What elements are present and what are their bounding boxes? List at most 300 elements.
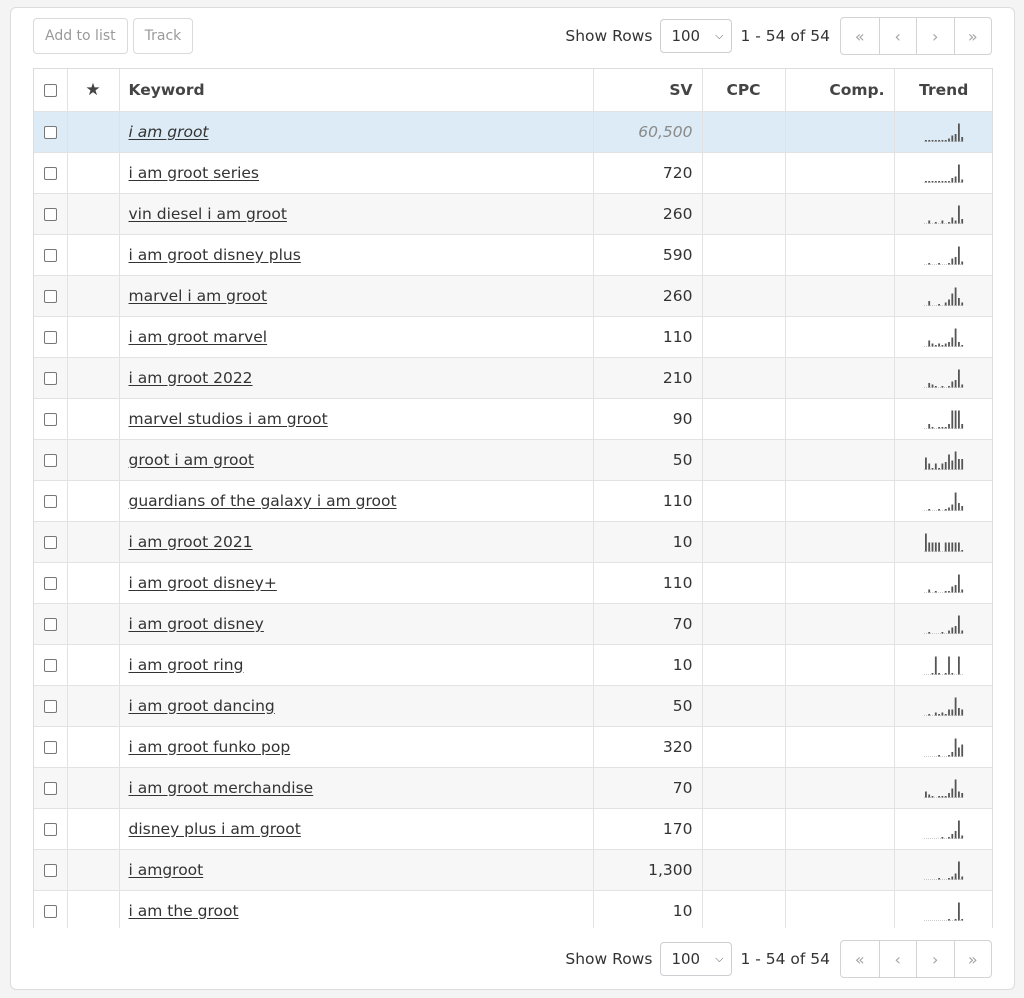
chevron-down-icon: ⌵	[715, 952, 724, 965]
next-page-icon[interactable]: ›	[916, 18, 954, 54]
keyword-header[interactable]: Keyword	[119, 69, 593, 111]
trend-bar	[931, 468, 933, 470]
table-row[interactable]	[34, 890, 993, 928]
last-page-icon[interactable]: »	[954, 941, 992, 977]
keyword-link[interactable]: groot i am groot	[128, 450, 255, 469]
keyword-link[interactable]: i am groot dancing	[128, 696, 275, 715]
row-select-cell	[34, 562, 67, 603]
sv-cell: 720	[593, 152, 702, 193]
trend-bar	[925, 533, 927, 551]
trend-bar	[928, 220, 930, 223]
row-select-cell	[34, 603, 67, 644]
trend-bar	[931, 140, 933, 142]
row-select-cell	[34, 357, 67, 398]
keyword-cell	[119, 193, 593, 234]
trend-bar	[948, 709, 950, 715]
sv-cell: 260	[593, 193, 702, 234]
row-star-cell[interactable]	[67, 808, 119, 849]
trend-sparkline	[924, 409, 964, 429]
keyword-link[interactable]: i am groot 2022	[128, 368, 253, 387]
row-select-cell	[34, 193, 67, 234]
row-select-cell	[34, 685, 67, 726]
rows-per-page-select[interactable]	[660, 19, 732, 53]
trend-cell	[894, 398, 993, 439]
row-select-cell	[34, 808, 67, 849]
table-row[interactable]	[34, 275, 993, 316]
trend-bar	[958, 503, 960, 511]
trend-bar	[945, 140, 947, 142]
cpc-cell	[702, 562, 785, 603]
trend-bar	[935, 386, 937, 388]
last-page-icon[interactable]: »	[954, 18, 992, 54]
row-select-cell	[34, 767, 67, 808]
top-toolbar	[33, 18, 198, 54]
trend-bar	[938, 796, 940, 798]
table-row[interactable]	[34, 398, 993, 439]
trend-cell	[894, 234, 993, 275]
row-checkbox[interactable]	[44, 290, 57, 303]
cpc-cell	[702, 808, 785, 849]
next-page-icon[interactable]: ›	[916, 941, 954, 977]
keyword-link[interactable]: i am groot 2021	[128, 532, 253, 551]
trend-bar	[954, 779, 956, 797]
trend-bar	[938, 427, 940, 429]
keyword-cell	[119, 849, 593, 890]
keyword-link[interactable]: vin diesel i am groot	[128, 204, 287, 223]
row-checkbox[interactable]	[44, 905, 57, 918]
trend-bar	[941, 220, 943, 223]
pagination-range: 1 - 54 of 54	[740, 27, 830, 45]
row-checkbox[interactable]	[44, 864, 57, 877]
trend-bar	[958, 708, 960, 716]
keyword-link[interactable]: disney plus i am groot	[128, 819, 301, 838]
row-star-cell[interactable]	[67, 767, 119, 808]
trend-bar	[938, 304, 940, 306]
sv-cell: 110	[593, 480, 702, 521]
sv-cell: 70	[593, 603, 702, 644]
trend-bar	[958, 574, 960, 592]
trend-bar	[951, 876, 953, 879]
trend-bar	[961, 835, 963, 838]
row-select-cell	[34, 439, 67, 480]
trend-sparkline	[924, 819, 964, 839]
trend-bar	[948, 630, 950, 633]
table-row[interactable]	[34, 726, 993, 767]
trend-bar	[931, 542, 933, 551]
trend-bar	[948, 342, 950, 347]
trend-bar	[945, 302, 947, 305]
row-star-cell[interactable]	[67, 603, 119, 644]
row-checkbox[interactable]	[44, 372, 57, 385]
keyword-cell	[119, 398, 593, 439]
keyword-cell	[119, 521, 593, 562]
trend-bar	[948, 181, 950, 183]
comp-cell	[785, 398, 894, 439]
row-select-cell	[34, 521, 67, 562]
trend-bar	[948, 878, 950, 880]
trend-bar	[945, 542, 947, 551]
trend-bar	[958, 656, 960, 674]
row-checkbox[interactable]	[44, 167, 57, 180]
trend-bar	[961, 345, 963, 347]
trend-bar	[941, 837, 943, 839]
row-star-cell[interactable]	[67, 439, 119, 480]
sv-cell: 210	[593, 357, 702, 398]
trend-bar	[951, 834, 953, 839]
trend-bar	[958, 342, 960, 347]
keyword-table-wrap[interactable]	[33, 68, 993, 928]
row-star-cell[interactable]	[67, 890, 119, 928]
trend-bar	[954, 919, 956, 921]
trend-sparkline	[924, 901, 964, 921]
row-star-cell[interactable]	[67, 316, 119, 357]
trend-sparkline	[924, 573, 964, 593]
trend-bar	[961, 550, 963, 552]
trend-bar	[938, 714, 940, 716]
row-checkbox[interactable]	[44, 618, 57, 631]
cpc-cell	[702, 890, 785, 928]
trend-bar	[935, 181, 937, 183]
trend-sparkline	[924, 450, 964, 470]
comp-cell	[785, 849, 894, 890]
trend-sparkline	[924, 327, 964, 347]
trend-bar	[948, 299, 950, 305]
trend-bar	[931, 384, 933, 387]
trend-bar	[931, 181, 933, 183]
comp-cell	[785, 234, 894, 275]
trend-bar	[951, 673, 953, 675]
trend-bar	[938, 755, 940, 757]
trend-bar	[941, 632, 943, 634]
trend-bar	[948, 454, 950, 469]
table-row[interactable]	[34, 193, 993, 234]
row-star-cell[interactable]	[67, 398, 119, 439]
cpc-cell	[702, 767, 785, 808]
trend-bar	[958, 246, 960, 264]
table-row[interactable]	[34, 480, 993, 521]
keyword-table	[34, 69, 993, 928]
trend-bar	[928, 424, 930, 429]
comp-cell	[785, 521, 894, 562]
trend-bar	[961, 709, 963, 715]
keyword-link[interactable]: marvel i am groot	[128, 286, 268, 305]
comp-header[interactable]: Comp.	[785, 69, 894, 111]
row-checkbox[interactable]	[44, 126, 57, 139]
trend-bar	[951, 709, 953, 715]
row-checkbox[interactable]	[44, 413, 57, 426]
row-star-cell[interactable]	[67, 521, 119, 562]
prev-page-icon[interactable]: ‹	[879, 18, 917, 54]
trend-bar	[958, 123, 960, 141]
trend-bar	[951, 752, 953, 757]
trend-bar	[935, 656, 937, 674]
keyword-cell	[119, 562, 593, 603]
keyword-cell	[119, 726, 593, 767]
trend-bar	[925, 457, 927, 469]
keyword-link[interactable]: marvel studios i am groot	[128, 409, 328, 428]
keyword-link[interactable]: i am groot marvel	[128, 327, 268, 346]
comp-cell	[785, 275, 894, 316]
keyword-cell	[119, 685, 593, 726]
trend-bar	[948, 263, 950, 265]
add-to-list-button[interactable]: Add to list	[33, 18, 128, 54]
trend-bar	[954, 257, 956, 265]
trend-bar	[954, 738, 956, 756]
table-row[interactable]	[34, 111, 993, 152]
trend-bar	[948, 138, 950, 141]
trend-bar	[935, 222, 937, 224]
row-star-cell[interactable]	[67, 275, 119, 316]
comp-cell	[785, 767, 894, 808]
comp-cell	[785, 890, 894, 928]
table-row[interactable]	[34, 644, 993, 685]
trend-cell	[894, 849, 993, 890]
keyword-cell	[119, 357, 593, 398]
keyword-cell	[119, 111, 593, 152]
keyword-link[interactable]: i am groot ring	[128, 655, 244, 674]
trend-bar	[941, 386, 943, 388]
row-checkbox[interactable]	[44, 741, 57, 754]
trend-bar	[961, 219, 963, 224]
cpc-cell	[702, 398, 785, 439]
row-checkbox[interactable]	[44, 208, 57, 221]
trend-bar	[938, 263, 940, 265]
trend-bar	[961, 424, 963, 429]
trend-bar	[925, 181, 927, 183]
trend-bar	[961, 506, 963, 511]
trend-bar	[954, 585, 956, 593]
trend-bar	[941, 712, 943, 715]
keyword-link[interactable]: i am groot funko pop	[128, 737, 291, 756]
trend-bar	[961, 179, 963, 182]
row-checkbox[interactable]	[44, 659, 57, 672]
sv-header[interactable]: SV	[593, 69, 702, 111]
row-star-cell[interactable]	[67, 480, 119, 521]
cpc-cell	[702, 726, 785, 767]
trend-bar	[954, 626, 956, 634]
row-select-cell	[34, 890, 67, 928]
table-header-row	[34, 69, 993, 111]
row-star-cell[interactable]	[67, 726, 119, 767]
row-star-cell[interactable]	[67, 152, 119, 193]
row-select-cell	[34, 644, 67, 685]
first-page-icon[interactable]: «	[854, 26, 865, 46]
trend-sparkline	[924, 491, 964, 511]
cpc-cell	[702, 234, 785, 275]
comp-cell	[785, 193, 894, 234]
trend-bar	[945, 509, 947, 511]
row-star-cell[interactable]	[67, 193, 119, 234]
keyword-link[interactable]: i am the groot	[128, 901, 239, 920]
row-checkbox[interactable]	[44, 249, 57, 262]
table-row[interactable]	[34, 234, 993, 275]
keyword-link[interactable]: i am groot disney+	[128, 573, 277, 592]
trend-bar	[945, 591, 947, 593]
row-star-cell[interactable]	[67, 644, 119, 685]
trend-bar	[958, 542, 960, 551]
trend-sparkline	[924, 286, 964, 306]
trend-bar	[948, 656, 950, 674]
keyword-link[interactable]: i am groot merchandise	[128, 778, 314, 797]
trend-bar	[941, 140, 943, 142]
keyword-cell	[119, 152, 593, 193]
sv-cell: 260	[593, 275, 702, 316]
table-row[interactable]	[34, 808, 993, 849]
sv-cell: 70	[593, 767, 702, 808]
table-row[interactable]	[34, 603, 993, 644]
cpc-cell	[702, 439, 785, 480]
trend-bar	[928, 140, 930, 142]
table-row[interactable]	[34, 685, 993, 726]
trend-cell	[894, 275, 993, 316]
row-checkbox[interactable]	[44, 536, 57, 549]
trend-bar	[928, 632, 930, 634]
comp-cell	[785, 603, 894, 644]
table-row[interactable]	[34, 357, 993, 398]
keyword-link[interactable]: guardians of the galaxy i am groot	[128, 491, 397, 510]
trend-bar	[935, 345, 937, 347]
row-star-cell[interactable]	[67, 849, 119, 890]
trend-bar	[931, 796, 933, 798]
row-checkbox[interactable]	[44, 454, 57, 467]
sv-cell: 110	[593, 316, 702, 357]
trend-bar	[928, 542, 930, 551]
trend-bar	[925, 140, 927, 142]
trend-sparkline	[924, 737, 964, 757]
trend-bar	[958, 861, 960, 879]
cpc-cell	[702, 152, 785, 193]
trend-cell	[894, 521, 993, 562]
trend-sparkline	[924, 245, 964, 265]
trend-cell	[894, 193, 993, 234]
trend-bar	[958, 369, 960, 387]
trend-bar	[938, 878, 940, 880]
comp-cell	[785, 111, 894, 152]
table-row[interactable]	[34, 767, 993, 808]
keyword-cell	[119, 480, 593, 521]
row-select-cell	[34, 234, 67, 275]
trend-bar	[941, 796, 943, 798]
row-select-cell	[34, 849, 67, 890]
rows-per-page-select[interactable]	[660, 942, 732, 976]
trend-sparkline	[924, 614, 964, 634]
table-row[interactable]	[34, 152, 993, 193]
trend-sparkline	[924, 778, 964, 798]
trend-bar	[951, 504, 953, 510]
trend-sparkline	[924, 204, 964, 224]
keyword-link[interactable]: i am groot disney	[128, 614, 264, 633]
trend-bar	[951, 178, 953, 183]
trend-cell	[894, 808, 993, 849]
trend-bar	[951, 293, 953, 305]
cpc-cell	[702, 357, 785, 398]
table-row[interactable]	[34, 521, 993, 562]
table-row[interactable]	[34, 316, 993, 357]
trend-bar	[958, 164, 960, 182]
trend-bar	[958, 205, 960, 223]
trend-bar	[945, 427, 947, 429]
row-checkbox[interactable]	[44, 577, 57, 590]
table-row[interactable]	[34, 849, 993, 890]
row-star-cell[interactable]	[67, 234, 119, 275]
trend-bar	[958, 820, 960, 838]
rows-per-page-value: 100	[671, 950, 701, 968]
keyword-link[interactable]: i am groot series	[128, 163, 260, 182]
table-row[interactable]	[34, 439, 993, 480]
keyword-link[interactable]: i am groot	[128, 122, 209, 141]
trend-bar	[958, 298, 960, 306]
row-select-cell	[34, 480, 67, 521]
trend-bar	[948, 542, 950, 551]
trend-sparkline	[924, 655, 964, 675]
top-pager	[565, 18, 992, 54]
cpc-header[interactable]: CPC	[702, 69, 785, 111]
trend-bar	[951, 258, 953, 264]
comp-cell	[785, 644, 894, 685]
trend-bar	[928, 181, 930, 183]
table-row[interactable]	[34, 562, 993, 603]
cpc-cell	[702, 644, 785, 685]
trend-bar	[931, 343, 933, 346]
row-checkbox[interactable]	[44, 782, 57, 795]
trend-bar	[961, 137, 963, 142]
trend-bar	[961, 793, 963, 798]
keyword-link[interactable]: i amgroot	[128, 860, 204, 879]
trend-bar	[945, 796, 947, 798]
trend-bar	[928, 263, 930, 265]
keyword-cell	[119, 644, 593, 685]
trend-cell	[894, 562, 993, 603]
row-star-cell[interactable]	[67, 685, 119, 726]
trend-cell	[894, 685, 993, 726]
trend-bar	[941, 427, 943, 429]
trend-bar	[954, 176, 956, 182]
row-star-cell[interactable]	[67, 562, 119, 603]
trend-bar	[951, 586, 953, 592]
keyword-link[interactable]: i am groot disney plus	[128, 245, 301, 264]
prev-page-icon[interactable]: ‹	[879, 941, 917, 977]
trend-sparkline	[924, 860, 964, 880]
row-checkbox[interactable]	[44, 331, 57, 344]
row-checkbox[interactable]	[44, 823, 57, 836]
keyword-cell	[119, 439, 593, 480]
show-rows-label: Show Rows	[565, 27, 653, 45]
star-header[interactable]	[67, 69, 119, 111]
trend-bar	[961, 589, 963, 592]
trend-bar	[925, 791, 927, 797]
trend-bar	[945, 673, 947, 675]
row-star-cell[interactable]	[67, 111, 119, 152]
row-checkbox[interactable]	[44, 700, 57, 713]
trend-bar	[938, 468, 940, 470]
trend-bar	[951, 217, 953, 223]
row-star-cell[interactable]	[67, 357, 119, 398]
trend-bar	[954, 380, 956, 388]
trend-bar	[928, 340, 930, 346]
trend-bar	[935, 542, 937, 551]
comp-cell	[785, 316, 894, 357]
keyword-cell	[119, 808, 593, 849]
first-page-icon[interactable]: «	[854, 949, 865, 969]
trend-bar	[935, 463, 937, 469]
track-button[interactable]: Track	[133, 18, 194, 54]
trend-bar	[948, 793, 950, 798]
row-select-cell	[34, 316, 67, 357]
trend-bar	[928, 714, 930, 716]
select-all-checkbox[interactable]	[44, 84, 57, 97]
trend-bar	[954, 831, 956, 839]
row-checkbox[interactable]	[44, 495, 57, 508]
